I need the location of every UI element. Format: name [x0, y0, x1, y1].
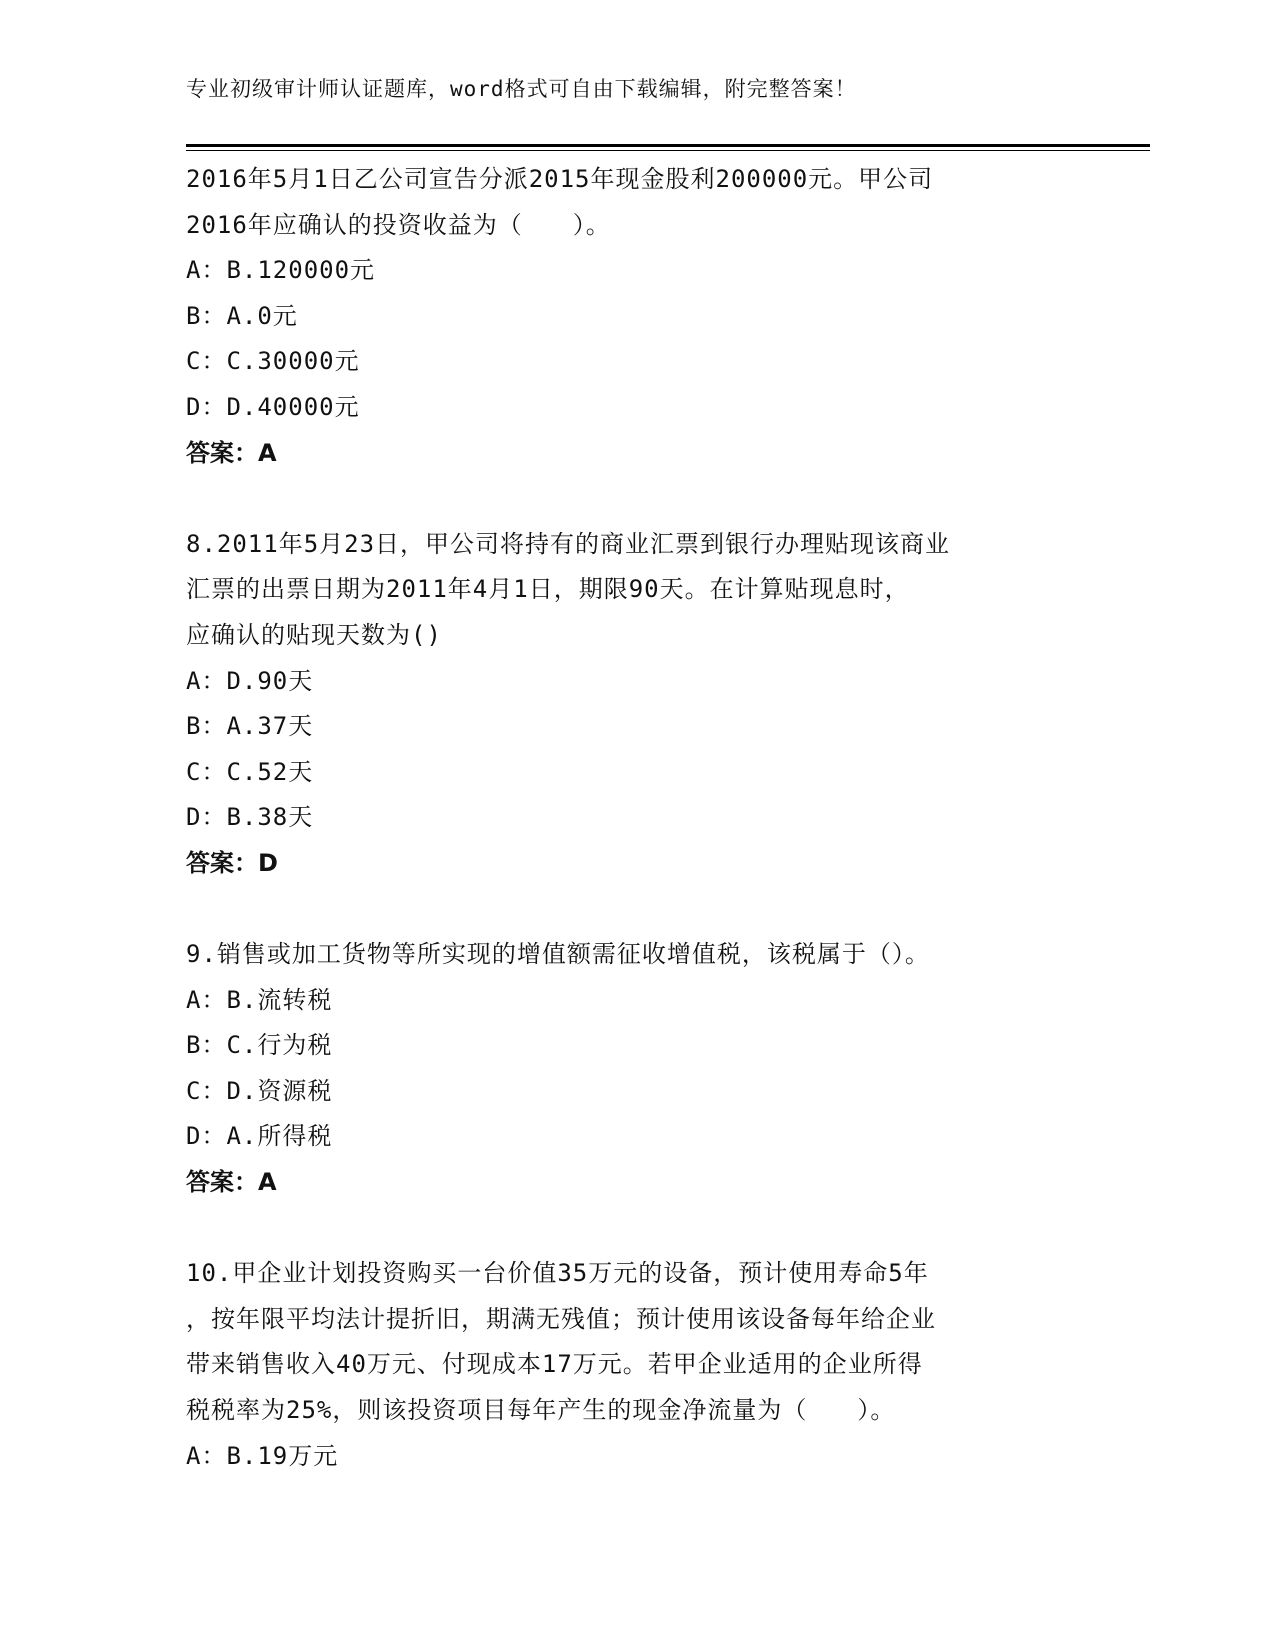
question-block — [186, 522, 1116, 887]
question-block — [186, 157, 1116, 476]
spacer — [186, 476, 1116, 522]
answer-line: 答案：A — [186, 1168, 277, 1197]
question-block — [186, 932, 1116, 1206]
question-stem-line: 税税率为25%，则该投资项目每年产生的现金净流量为（ ）。 — [186, 1396, 896, 1425]
option-a: A：D.90天 — [186, 666, 314, 695]
option-d: D：A.所得税 — [186, 1122, 333, 1151]
option-d: D：B.38天 — [186, 803, 314, 832]
header-rule-thick — [186, 144, 1150, 147]
option-a: A：B.流转税 — [186, 985, 333, 1014]
question-stem-line: 10.甲企业计划投资购买一台价值35万元的设备，预计使用寿命5年 — [186, 1259, 929, 1288]
option-c: C：D.资源税 — [186, 1076, 333, 1105]
page-header: 专业初级审计师认证题库，word格式可自由下载编辑，附完整答案！ — [186, 77, 857, 101]
header-rule-thin — [186, 150, 1150, 151]
spacer — [186, 1206, 1116, 1252]
question-stem-line: ，按年限平均法计提折旧，期满无残值；预计使用该设备每年给企业 — [186, 1304, 936, 1333]
option-a: A：B.120000元 — [186, 256, 376, 285]
question-stem-line: 8.2011年5月23日，甲公司将持有的商业汇票到银行办理贴现该商业 — [186, 529, 951, 558]
option-b: B：C.行为税 — [186, 1031, 333, 1060]
option-c: C：C.52天 — [186, 757, 314, 786]
question-stem-line: 2016年应确认的投资收益为（ ）。 — [186, 210, 611, 239]
question-list — [186, 157, 1116, 1479]
question-stem-line: 带来销售收入40万元、付现成本17万元。若甲企业适用的企业所得 — [186, 1350, 923, 1379]
answer-line: 答案：D — [186, 848, 278, 877]
option-d: D：D.40000元 — [186, 392, 360, 421]
question-block — [186, 1251, 1116, 1479]
question-stem-line: 2016年5月1日乙公司宣告分派2015年现金股利200000元。甲公司 — [186, 165, 934, 193]
answer-line: 答案：A — [186, 438, 277, 467]
question-stem-line: 汇票的出票日期为2011年4月1日，期限90天。在计算贴现息时， — [186, 575, 910, 604]
option-c: C：C.30000元 — [186, 347, 360, 376]
option-b: B：A.0元 — [186, 301, 298, 330]
question-stem-line: 9.销售或加工货物等所实现的增值额需征收增值税，该税属于（）。 — [186, 940, 930, 969]
option-a: A：B.19万元 — [186, 1441, 339, 1470]
spacer — [186, 887, 1116, 933]
option-b: B：A.37天 — [186, 712, 314, 741]
question-stem-line: 应确认的贴现天数为() — [186, 620, 442, 649]
